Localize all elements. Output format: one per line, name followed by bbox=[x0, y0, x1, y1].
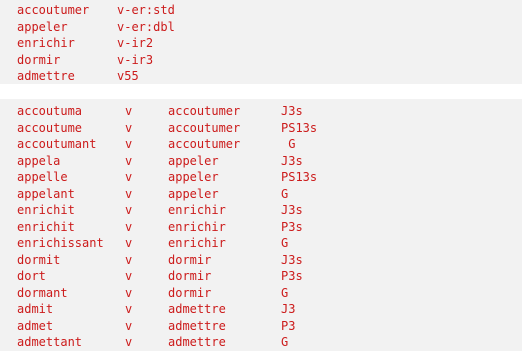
paradigm-code: v-er:dbl bbox=[117, 19, 175, 34]
dictionary-entry bbox=[17, 35, 522, 52]
word-form: dort bbox=[17, 269, 46, 283]
analysis-entry bbox=[17, 103, 522, 120]
part-of-speech: v bbox=[125, 252, 133, 267]
analysis-entry bbox=[17, 301, 522, 318]
analysis-entry bbox=[17, 235, 522, 252]
part-of-speech: v bbox=[125, 219, 133, 234]
part-of-speech: v bbox=[125, 203, 133, 217]
analysis-entry bbox=[17, 202, 522, 219]
word-form: appelant bbox=[17, 186, 75, 201]
lemma: accoutumer bbox=[168, 104, 241, 118]
lemma: admettre bbox=[168, 335, 226, 349]
part-of-speech: v bbox=[125, 153, 133, 168]
morph-tag: J3 bbox=[281, 302, 296, 316]
part-of-speech: v bbox=[125, 186, 133, 201]
part-of-speech: v bbox=[125, 137, 133, 151]
lemma: enrichir bbox=[168, 236, 226, 250]
morph-tag: G bbox=[281, 335, 289, 349]
lemma: dormir bbox=[168, 252, 212, 267]
lemma: appeler bbox=[17, 19, 68, 34]
word-form: dormit bbox=[17, 252, 61, 267]
analysis-entry bbox=[17, 268, 522, 285]
morph-tag: PS13s bbox=[281, 170, 318, 184]
word-form: accoutumant bbox=[17, 137, 97, 151]
morph-tag: P3 bbox=[281, 318, 296, 333]
part-of-speech: v bbox=[125, 318, 133, 333]
part-of-speech: v bbox=[125, 335, 133, 349]
morph-tag: J3s bbox=[281, 104, 303, 118]
paradigm-code: v-ir3 bbox=[117, 52, 154, 67]
lemma: dormir bbox=[168, 269, 212, 283]
lemma: dormir bbox=[17, 52, 61, 67]
morph-tag: P3s bbox=[281, 219, 303, 234]
word-form: dormant bbox=[17, 285, 68, 300]
analysis-entry bbox=[17, 334, 522, 351]
part-of-speech: v bbox=[125, 302, 133, 316]
dictionary-entry bbox=[17, 19, 522, 36]
morph-tag: G bbox=[281, 236, 289, 250]
analysis-entry bbox=[17, 318, 522, 335]
analysis-entry bbox=[17, 136, 522, 153]
part-of-speech: v bbox=[125, 285, 133, 300]
analysis-entry bbox=[17, 186, 522, 203]
word-form: enrichit bbox=[17, 203, 75, 217]
word-form: appela bbox=[17, 153, 61, 168]
lemma: appeler bbox=[168, 186, 219, 201]
lemma: accoutumer bbox=[17, 3, 90, 17]
analysis-entry bbox=[17, 120, 522, 137]
part-of-speech: v bbox=[125, 269, 133, 283]
morph-tag: G bbox=[281, 285, 289, 300]
lemma: admettre bbox=[17, 69, 75, 83]
lemma: dormir bbox=[168, 285, 212, 300]
paradigm-code: v-er:std bbox=[117, 3, 175, 17]
paradigm-code: v55 bbox=[117, 69, 139, 83]
word-form: admit bbox=[17, 302, 54, 316]
dictionary-entry bbox=[17, 52, 522, 69]
word-form: accoutume bbox=[17, 120, 83, 135]
paradigm-code: v-ir2 bbox=[117, 36, 154, 50]
morph-tag: J3s bbox=[281, 203, 303, 217]
word-form: appelle bbox=[17, 170, 68, 184]
analysis-entry bbox=[17, 219, 522, 236]
word-form: admet bbox=[17, 318, 54, 333]
analysis-entry bbox=[17, 252, 522, 269]
dictionary-entry bbox=[17, 68, 522, 85]
morph-tag: G bbox=[281, 137, 296, 151]
part-of-speech: v bbox=[125, 104, 133, 118]
analysis-code-block bbox=[0, 99, 522, 351]
lemma: accoutumer bbox=[168, 137, 241, 151]
part-of-speech: v bbox=[125, 170, 133, 184]
morph-tag: P3s bbox=[281, 269, 303, 283]
part-of-speech: v bbox=[125, 120, 133, 135]
lemma: enrichir bbox=[168, 203, 226, 217]
lemma: appeler bbox=[168, 153, 219, 168]
morph-tag: PS13s bbox=[281, 120, 318, 135]
dictionary-entry bbox=[17, 2, 522, 19]
lemma: enrichir bbox=[168, 219, 226, 234]
morph-tag: J3s bbox=[281, 153, 303, 168]
lemma: enrichir bbox=[17, 36, 75, 50]
word-form: enrichissant bbox=[17, 236, 104, 250]
lemma: admettre bbox=[168, 302, 226, 316]
morph-tag: G bbox=[281, 186, 289, 201]
word-form: admettant bbox=[17, 335, 83, 349]
word-form: accoutuma bbox=[17, 104, 83, 118]
analysis-entry bbox=[17, 169, 522, 186]
word-form: enrichit bbox=[17, 219, 75, 234]
lemma: appeler bbox=[168, 170, 219, 184]
lemma: accoutumer bbox=[168, 120, 241, 135]
part-of-speech: v bbox=[125, 236, 133, 250]
morph-tag: J3s bbox=[281, 252, 303, 267]
analysis-entry bbox=[17, 153, 522, 170]
dictionary-code-block bbox=[0, 0, 522, 84]
lemma: admettre bbox=[168, 318, 226, 333]
analysis-entry bbox=[17, 285, 522, 302]
